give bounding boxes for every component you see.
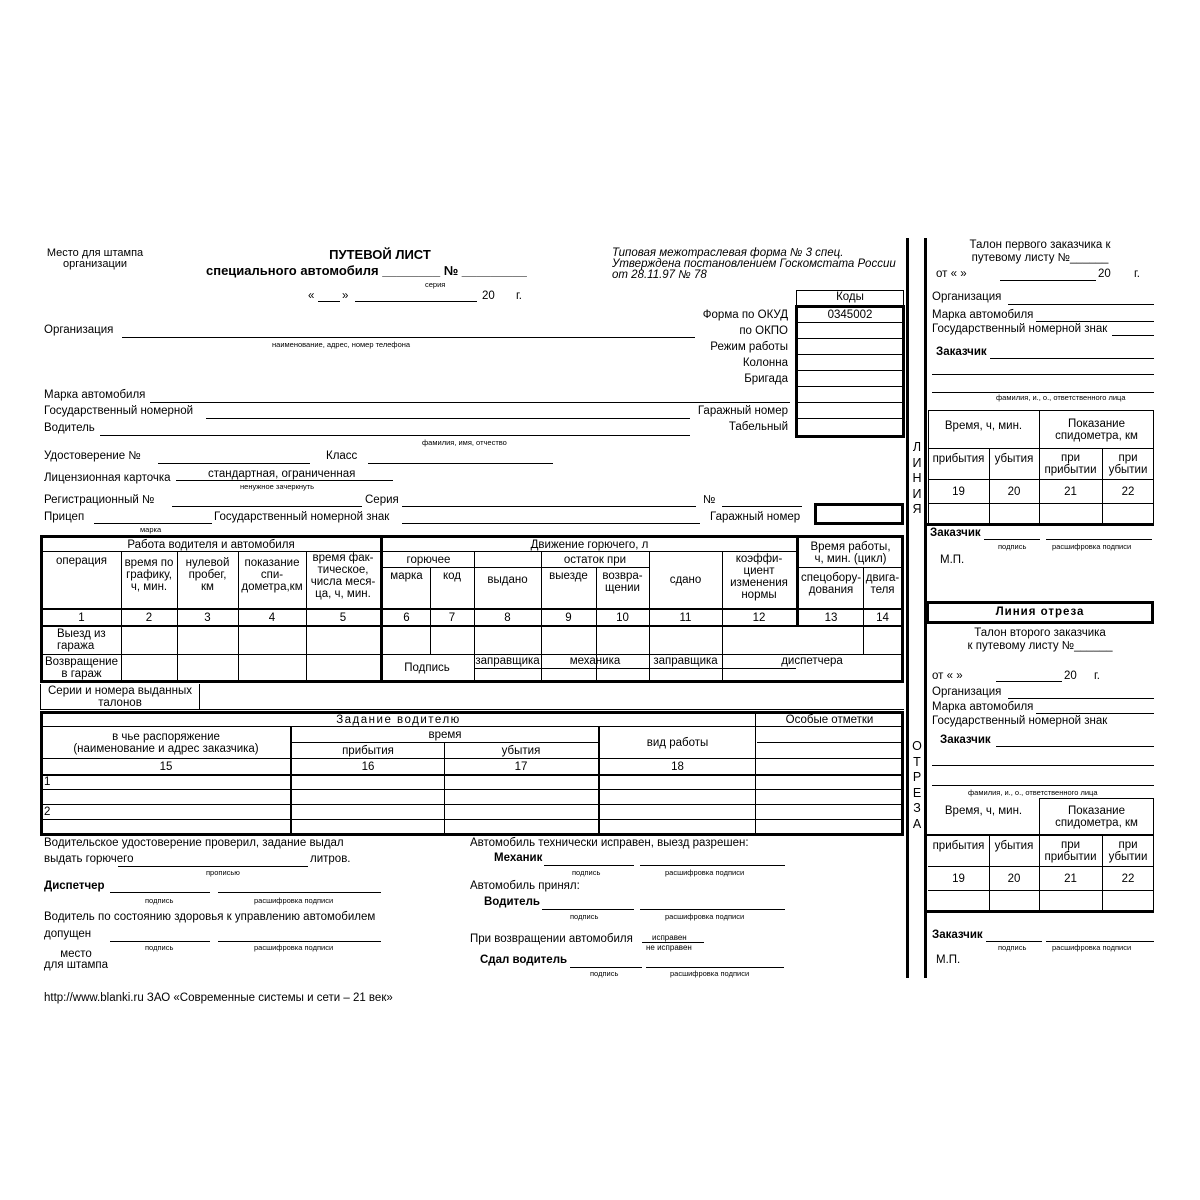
reg-no-field[interactable] bbox=[172, 506, 362, 507]
stub1-sign-hint: подпись bbox=[998, 542, 1027, 551]
seriya-hint: серия bbox=[425, 280, 446, 289]
num-18: 18 bbox=[671, 760, 684, 773]
col-number-13: 13 bbox=[824, 611, 838, 624]
seriya-label: Серия bbox=[365, 494, 399, 506]
okud-value: 0345002 bbox=[827, 309, 873, 321]
trailer-garage-label: Гаражный номер bbox=[710, 511, 801, 523]
handed-sign-hint: подпись bbox=[590, 969, 619, 978]
driver-field[interactable] bbox=[100, 435, 690, 436]
col-number-2: 2 bbox=[145, 611, 153, 624]
stub2-customer-sign-label: Заказчик bbox=[932, 929, 983, 941]
stub2-customer-field[interactable] bbox=[996, 746, 1154, 747]
col-zero-run: нулевой пробег, км bbox=[185, 557, 230, 593]
codes-header: Коды bbox=[836, 291, 864, 303]
date-quote-open: « bbox=[308, 290, 315, 302]
liters-label: литров. bbox=[310, 853, 351, 865]
stub1-gos-field[interactable] bbox=[1112, 335, 1154, 336]
num-15: 15 bbox=[159, 760, 173, 773]
cut-line-left bbox=[906, 238, 909, 978]
task-row-2: 2 bbox=[44, 806, 51, 818]
stub2-speedo-header: Показание спидометра, км bbox=[1055, 804, 1138, 829]
task-header: Задание водителю bbox=[336, 713, 461, 726]
admitted-sign-hint: подпись bbox=[145, 943, 174, 952]
form-note: Типовая межотраслевая форма № 3 спец. Утверждена постановлением Госкомстата России от 28.11.97 № 78 bbox=[612, 247, 896, 281]
stub1-num-22: 22 bbox=[1121, 485, 1135, 498]
col-remainder: остаток при bbox=[563, 554, 627, 566]
col-operation: операция bbox=[55, 555, 108, 567]
fuel-amount-field[interactable] bbox=[118, 866, 308, 867]
document-subtitle: специального автомобиля ________ № _________ bbox=[206, 263, 527, 278]
stub1-customer-sign-label: Заказчик bbox=[930, 527, 981, 539]
give-fuel-label: выдать горючего bbox=[44, 853, 134, 865]
dispatcher-decode-field[interactable] bbox=[218, 892, 381, 893]
stub2-org-field[interactable] bbox=[1008, 698, 1154, 699]
group-work: Работа водителя и автомобиля bbox=[127, 539, 295, 551]
license-label: Удостоверение № bbox=[44, 450, 141, 462]
in-words-hint: прописью bbox=[206, 868, 240, 877]
task-row-1: 1 bbox=[44, 776, 51, 788]
col-whom: в чье распоряжение (наименование и адрес заказчика) bbox=[73, 731, 259, 755]
no-field[interactable] bbox=[722, 506, 802, 507]
col-equip: спецобору- дования bbox=[800, 572, 862, 596]
returning-text: При возвращении автомобиля bbox=[470, 933, 633, 945]
stub2-num-20: 20 bbox=[1007, 872, 1021, 885]
trailer-field[interactable] bbox=[94, 523, 212, 524]
stub1-on-departure: при убытии bbox=[1108, 452, 1148, 476]
stub1-from: от « » bbox=[936, 268, 967, 280]
liniya-vertical-label bbox=[910, 440, 924, 518]
driver-decode-hint: расшифровка подписи bbox=[665, 912, 745, 921]
date-year: 20 bbox=[482, 290, 495, 302]
col-fuel-brand: марка bbox=[390, 570, 423, 582]
driver-accept-label: Водитель bbox=[484, 896, 540, 908]
stub2-on-departure: при убытии bbox=[1108, 839, 1148, 863]
lic-card-hint: ненужное зачеркнуть bbox=[240, 482, 315, 491]
garage-no-label: Гаражный номер bbox=[697, 405, 788, 417]
handed-driver-label: Сдал водитель bbox=[480, 954, 568, 966]
sign-refueler: заправщика bbox=[475, 655, 540, 667]
col-issued: выдано bbox=[487, 573, 528, 586]
stub2-customer-label: Заказчик bbox=[940, 734, 991, 746]
footer-text: http://www.blanki.ru ЗАО «Современные системы и сети – 21 век» bbox=[44, 992, 393, 1004]
stub2-arrival: прибытия bbox=[932, 840, 985, 852]
col-number-8: 8 bbox=[504, 611, 511, 624]
admitted-label: допущен bbox=[44, 928, 92, 940]
col-schedule-time: время по графику, ч, мин. bbox=[124, 557, 174, 593]
notes-header: Особые отметки bbox=[785, 713, 874, 726]
col-fuel: горючее bbox=[406, 554, 451, 566]
stub1-g: г. bbox=[1134, 268, 1140, 280]
accepted-text: Автомобиль принял: bbox=[470, 880, 580, 892]
driver-label: Водитель bbox=[44, 422, 95, 434]
dispatcher-label: Диспетчер bbox=[44, 880, 105, 892]
stub1-speedo-header: Показание спидометра, км bbox=[1055, 417, 1138, 442]
okud-label: Форма по ОКУД bbox=[702, 309, 788, 321]
col-coef: коэффи- циент изменения нормы bbox=[730, 553, 788, 601]
gos-no-field[interactable] bbox=[206, 418, 690, 419]
stub2-num-22: 22 bbox=[1121, 872, 1135, 885]
col-number-14: 14 bbox=[876, 611, 889, 624]
stub1-on-arrival: при прибытии bbox=[1044, 452, 1097, 476]
col-departure: убытия bbox=[501, 744, 541, 757]
group-fuel: Движение горючего, л bbox=[530, 539, 649, 551]
stub1-num-20: 20 bbox=[1007, 485, 1021, 498]
col-fuel-code: код bbox=[442, 570, 461, 582]
stub1-brand-label: Марка автомобиля bbox=[932, 309, 1034, 321]
col-engine: двига- теля bbox=[865, 572, 900, 596]
num-17: 17 bbox=[514, 760, 528, 773]
col-number-9: 9 bbox=[565, 611, 572, 624]
lic-card-label: Лицензионная карточка bbox=[44, 472, 171, 484]
sign-refueler2: заправщика bbox=[653, 655, 718, 667]
stub2-brand-label: Марка автомобиля bbox=[932, 701, 1034, 713]
stub1-time-header: Время, ч, мин. bbox=[944, 420, 1023, 432]
admitted-sign-field[interactable] bbox=[110, 941, 210, 942]
stub1-org-field[interactable] bbox=[1008, 304, 1154, 305]
stamp-place-label: Место для штампа организации bbox=[46, 247, 144, 270]
class-field[interactable] bbox=[368, 463, 553, 464]
stub1-year: 20 bbox=[1098, 268, 1111, 280]
stub1-brand-field[interactable] bbox=[1036, 321, 1154, 322]
handed-decode-field[interactable] bbox=[646, 967, 784, 968]
stub2-time-header: Время, ч, мин. bbox=[944, 805, 1023, 817]
trailer-garage-box[interactable] bbox=[814, 503, 904, 525]
col-work-type: вид работы bbox=[646, 736, 709, 749]
stub1-gos-label: Государственный номерной знак bbox=[932, 323, 1108, 335]
brand-field[interactable] bbox=[150, 402, 790, 403]
col-number-4: 4 bbox=[268, 611, 276, 624]
stub1-num-19: 19 bbox=[952, 485, 965, 498]
stub2-num-21: 21 bbox=[1064, 872, 1077, 885]
sign-mechanic: механика bbox=[569, 655, 621, 667]
org-field[interactable] bbox=[122, 337, 695, 338]
stub2-num-19: 19 bbox=[952, 872, 965, 885]
handed-sign-field[interactable] bbox=[570, 967, 642, 968]
mode-label: Режим работы bbox=[710, 341, 788, 353]
col-number-7: 7 bbox=[448, 611, 456, 624]
stub2-brand-field[interactable] bbox=[1036, 713, 1154, 714]
stub1-departure: убытия bbox=[994, 453, 1034, 465]
stub2-from: от « » bbox=[932, 670, 963, 682]
stub2-decode-hint: расшифровка подписи bbox=[1052, 943, 1132, 952]
row-return-garage: Возвращение в гараж bbox=[44, 656, 118, 680]
stub2-gos-label: Государственный номерной знак bbox=[932, 715, 1108, 727]
col-actual-time: время фак- тическое, числа меся- ца, ч, мин. bbox=[310, 552, 376, 600]
mechanic-decode-field[interactable] bbox=[640, 865, 785, 866]
column-label: Колонна bbox=[742, 357, 788, 369]
col-number-3: 3 bbox=[204, 611, 211, 624]
talons-issued-label: Серии и номера выданных талонов bbox=[48, 685, 192, 709]
driver-hint: фамилия, имя, отчество bbox=[422, 438, 507, 447]
num-16: 16 bbox=[361, 760, 375, 773]
okpo-label: по ОКПО bbox=[739, 325, 788, 337]
col-number-1: 1 bbox=[78, 611, 85, 624]
stub1-customer-field[interactable] bbox=[990, 358, 1154, 359]
tech-ok-text: Автомобиль технически исправен, выезд разрешен: bbox=[470, 837, 749, 849]
col-time: время bbox=[428, 728, 462, 741]
org-label: Организация bbox=[44, 324, 114, 336]
checked-text: Водительское удостоверение проверил, задание выдал bbox=[44, 837, 344, 849]
org-hint: наименование, адрес, номер телефона bbox=[272, 340, 411, 349]
col-handed: сдано bbox=[669, 573, 702, 586]
date-g: г. bbox=[516, 290, 522, 302]
tab-no-label: Табельный bbox=[728, 421, 788, 433]
stub2-year: 20 bbox=[1064, 670, 1077, 682]
col-exit: выезде bbox=[549, 570, 588, 582]
license-field[interactable] bbox=[158, 463, 310, 464]
trailer-gos-field[interactable] bbox=[402, 523, 700, 524]
talons-issued-field[interactable] bbox=[200, 709, 904, 710]
dispatcher-sign-hint: подпись bbox=[145, 896, 174, 905]
row-exit-garage: Выезд из гаража bbox=[57, 628, 106, 652]
otreza-text: ОТРЕЗА bbox=[912, 739, 922, 831]
stub1-num-21: 21 bbox=[1064, 485, 1077, 498]
trailer-brand-hint: марка bbox=[140, 525, 162, 534]
stub2-g: г. bbox=[1094, 670, 1100, 682]
stamp-place-bottom: место для штампа bbox=[43, 948, 109, 971]
trailer-gos-label: Государственный номерной знак bbox=[214, 511, 390, 523]
good-option[interactable]: исправен bbox=[652, 933, 687, 942]
col-speedo: показание спи- дометра,км bbox=[241, 557, 303, 593]
reg-no-label: Регистрационный № bbox=[44, 494, 155, 506]
admitted-decode-field[interactable] bbox=[218, 941, 381, 942]
stub1-arrival: прибытия bbox=[932, 453, 985, 465]
col-number-11: 11 bbox=[679, 611, 692, 624]
stub1-mp: М.П. bbox=[940, 554, 965, 566]
dispatcher-decode-hint: расшифровка подписи bbox=[254, 896, 334, 905]
sign-dispatcher: диспетчера bbox=[781, 655, 843, 667]
dispatcher-sign-field[interactable] bbox=[110, 892, 210, 893]
seriya-field[interactable] bbox=[402, 506, 696, 507]
col-arrival: прибытия bbox=[342, 744, 394, 757]
no-label: № bbox=[703, 494, 716, 506]
mechanic-sign-hint: подпись bbox=[572, 868, 601, 877]
col-number-10: 10 bbox=[616, 611, 629, 624]
class-label: Класс bbox=[326, 450, 358, 462]
stub1-customer-label: Заказчик bbox=[936, 346, 987, 358]
driver-decode-field[interactable] bbox=[640, 909, 785, 910]
stub2-title: Талон второго заказчика к путевому листу №______ bbox=[967, 627, 1113, 652]
stub1-decode-hint: расшифровка подписи bbox=[1052, 542, 1132, 551]
lic-card-value: стандартная, ограниченная bbox=[208, 468, 356, 480]
stub2-departure: убытия bbox=[994, 840, 1034, 852]
admitted-decode-hint: расшифровка подписи bbox=[254, 943, 334, 952]
group-time: Время работы, ч, мин. (цикл) bbox=[810, 540, 891, 565]
gos-no-label: Государственный номерной bbox=[44, 405, 194, 417]
handed-decode-hint: расшифровка подписи bbox=[670, 969, 750, 978]
stub2-org-label: Организация bbox=[932, 686, 1002, 698]
stub1-fio-hint: фамилия, и., о., ответственного лица bbox=[996, 393, 1126, 402]
col-return: возвра- щении bbox=[602, 570, 643, 594]
trailer-label: Прицеп bbox=[44, 511, 85, 523]
cut-line-label: Линия отреза bbox=[995, 606, 1085, 618]
sign-label: Подпись bbox=[404, 662, 450, 674]
bad-option[interactable]: не исправен bbox=[646, 943, 692, 952]
brigade-label: Бригада bbox=[744, 373, 788, 385]
col-number-12: 12 bbox=[752, 611, 766, 624]
stub2-on-arrival: при прибытии bbox=[1044, 839, 1097, 863]
brand-label: Марка автомобиля bbox=[44, 389, 146, 401]
liniya-text: ЛИНИЯ bbox=[912, 440, 922, 516]
document-title: ПУТЕВОЙ ЛИСТ bbox=[329, 247, 431, 262]
stub1-org-label: Организация bbox=[932, 291, 1002, 303]
mechanic-label: Механик bbox=[494, 852, 543, 864]
mechanic-sign-field[interactable] bbox=[544, 865, 634, 866]
stub2-sign-hint: подпись bbox=[998, 943, 1027, 952]
stub1-title: Талон первого заказчика к путевому листу №______ bbox=[969, 239, 1111, 264]
driver-sign-field[interactable] bbox=[542, 909, 634, 910]
driver-sign-hint: подпись bbox=[570, 912, 599, 921]
date-quote-close: » bbox=[342, 290, 349, 302]
stub2-fio-hint: фамилия, и., о., ответственного лица bbox=[968, 788, 1098, 797]
col-number-6: 6 bbox=[403, 611, 410, 624]
stub2-mp: М.П. bbox=[936, 954, 961, 966]
mechanic-decode-hint: расшифровка подписи bbox=[665, 868, 745, 877]
col-number-5: 5 bbox=[339, 611, 347, 624]
otreza-vertical-label bbox=[910, 739, 924, 832]
health-text: Водитель по состоянию здоровья к управлению автомобилем bbox=[44, 911, 376, 923]
